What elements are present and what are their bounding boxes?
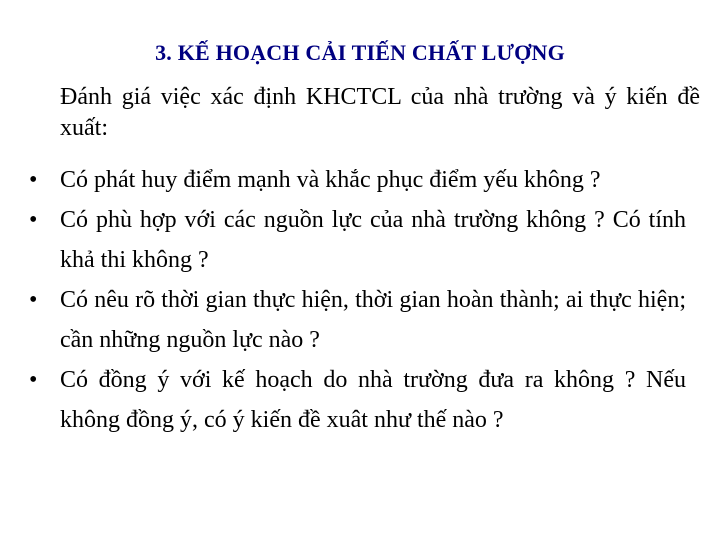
bullet-item: [0, 160, 686, 200]
bullet-list: [0, 160, 720, 440]
bullet-item: [0, 200, 686, 280]
bullet-text: Có đồng ý với kế hoạch do nhà trường đưa ra không ? Nếu không đồng ý, có ý kiến đề xuât như thế nào ?: [60, 367, 686, 433]
bullet-text: Có phát huy điểm mạnh và khắc phục điểm yếu không ?: [60, 167, 601, 193]
intro-text: Đánh giá việc xác định KHCTCL của nhà trường và ý kiến đề xuất:: [60, 84, 700, 141]
bullet-dot-icon: •: [29, 167, 38, 193]
slide-title: 3. KẾ HOẠCH CẢI TIẾN CHẤT LƯỢNG: [155, 40, 565, 65]
bullet-item: [0, 280, 686, 360]
bullet-text: Có phù hợp với các nguồn lực của nhà trường không ? Có tính khả thi không ?: [60, 207, 686, 273]
bullet-dot-icon: •: [29, 367, 38, 393]
bullet-item: [0, 360, 686, 440]
bullet-text: Có nêu rõ thời gian thực hiện, thời gian hoàn thành; ai thực hiện; cần những nguồn lực nào ?: [60, 287, 686, 353]
bullet-dot-icon: •: [29, 207, 38, 233]
bullet-dot-icon: •: [29, 287, 38, 313]
